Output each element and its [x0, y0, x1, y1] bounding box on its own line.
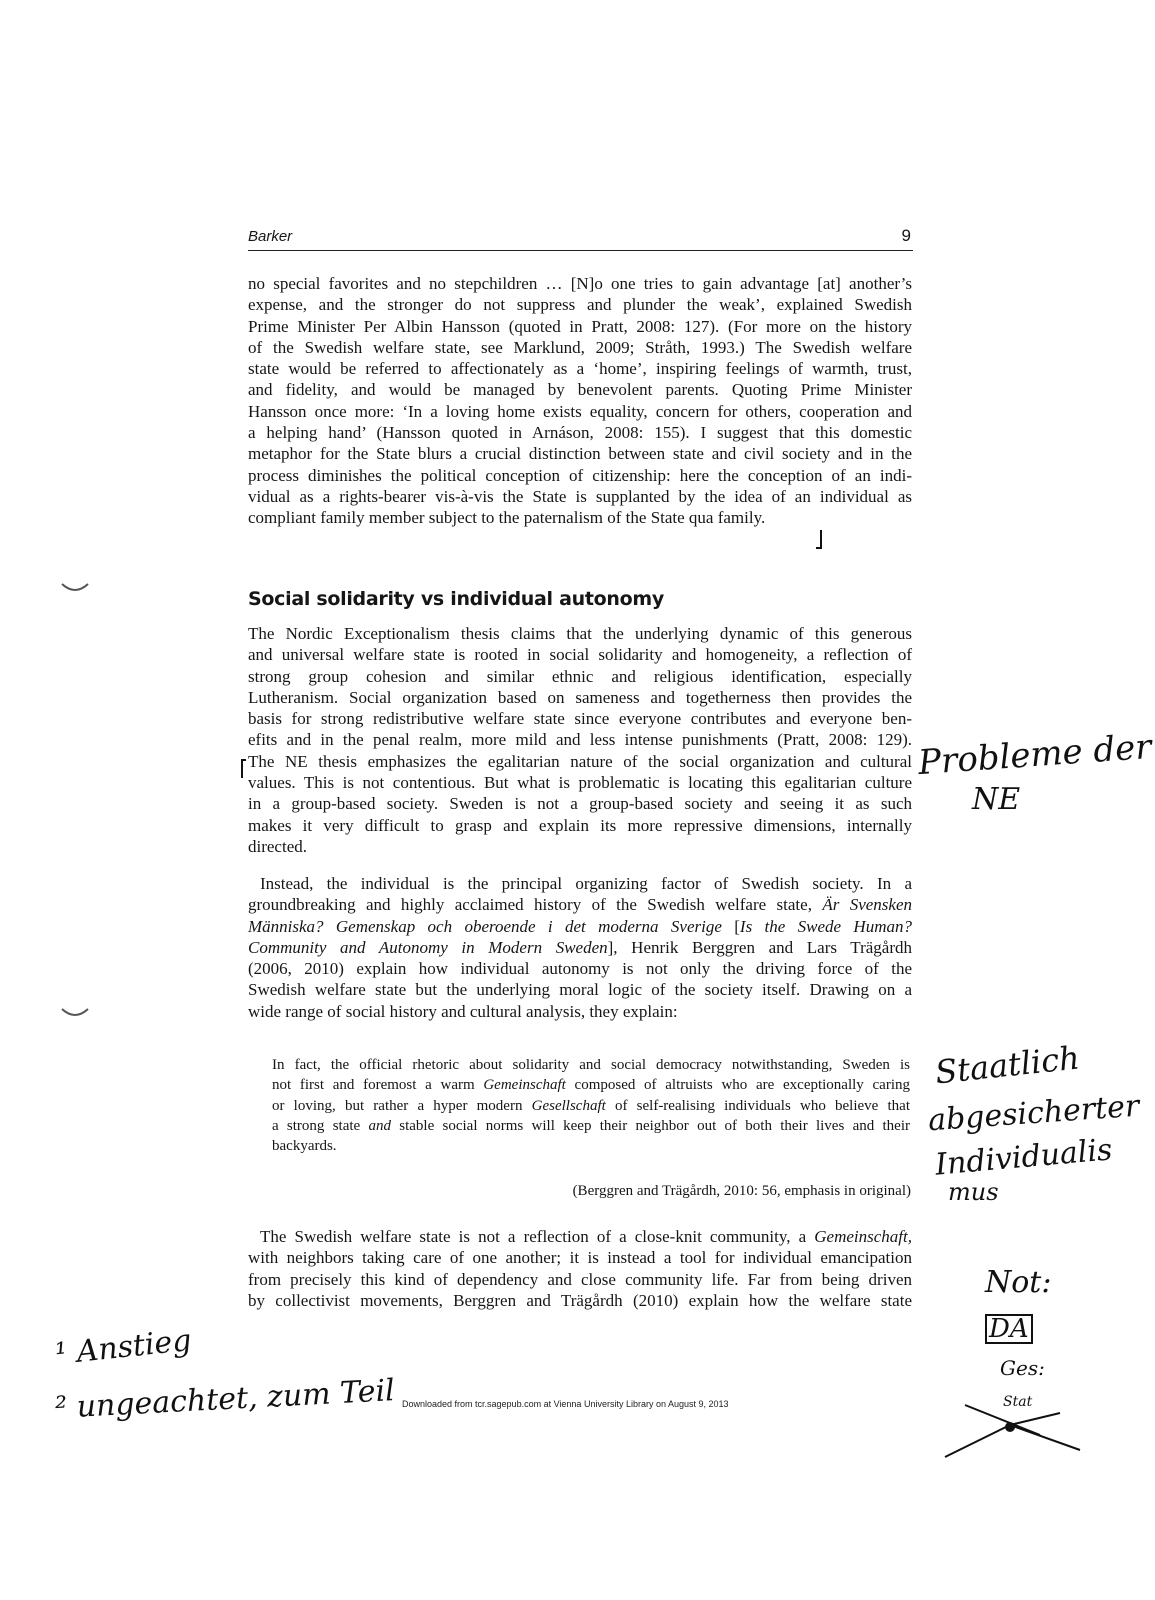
- handwritten-note: NE: [972, 782, 1021, 817]
- scan-mark-icon: [60, 580, 90, 600]
- handwritten-note: abgesicherter: [927, 1088, 1141, 1139]
- text-line: [248, 358, 912, 379]
- italic-text-run: Gemeinschaft: [483, 1077, 566, 1094]
- running-header-author: Barker: [248, 228, 293, 245]
- handwritten-footnote: ¹ Anstieg: [53, 1322, 194, 1373]
- paragraph-3: [248, 873, 912, 1022]
- handwritten-note: Ges:: [1000, 1356, 1045, 1380]
- text-run: by collectivist movements, Berggren and Trägårdh (2010) explain how the welfare state: [248, 1290, 912, 1310]
- text-run: not first and foremost a warm: [272, 1077, 484, 1094]
- text-run: groundbreaking and highly acclaimed history of the Swedish welfare state,: [248, 895, 823, 915]
- text-run: composed of altruists who are exceptionally caring: [565, 1077, 910, 1094]
- text-run: efits and in the penal realm, more mild and less intense punishments (Pratt, 2008: 129).: [248, 730, 912, 750]
- text-line: [248, 486, 912, 507]
- text-line: [248, 793, 912, 814]
- text-line: [248, 729, 912, 750]
- italic-text-run: Gemeinschaft,: [814, 1227, 912, 1246]
- block-quote: [272, 1055, 910, 1156]
- text-line: [248, 958, 912, 979]
- text-run: state would be referred to affectionately as a ‘home’, inspiring feelings of warmth, trust,: [248, 359, 912, 379]
- text-run: a strong state: [272, 1117, 369, 1134]
- text-line: [248, 873, 912, 894]
- handwritten-note: Not:: [985, 1265, 1052, 1300]
- text-run: Instead, the individual is the principal organizing factor of Swedish society. In a: [260, 874, 912, 893]
- text-run: or loving, but rather a hyper modern: [272, 1097, 532, 1114]
- text-run: Swedish welfare state but the underlying moral logic of the society itself. Drawing on a: [248, 980, 912, 1000]
- page-number: 9: [901, 226, 911, 245]
- text-line: [248, 623, 912, 644]
- text-run: The NE thesis emphasizes the egalitarian nature of the social organization and cultural: [248, 751, 912, 771]
- text-run: of self-realising individuals who believe that: [605, 1097, 910, 1114]
- italic-text-run: Är Svensken: [822, 895, 912, 915]
- text-run: process diminishes the political conception of citizenship: here the conception of an indi-: [248, 465, 912, 485]
- text-line: [248, 836, 912, 857]
- italic-text-run: Människa? Gemenskap och oberoende i det moderna Sverige: [248, 916, 722, 936]
- text-line: [248, 772, 912, 793]
- text-line: [248, 815, 912, 836]
- scan-mark-icon: [60, 1005, 90, 1025]
- text-run: of the Swedish welfare state, see Marklund, 2009; Stråth, 1993.) The Swedish welfare: [248, 337, 912, 357]
- paragraph-4: [248, 1226, 912, 1311]
- text-line: [272, 1055, 910, 1075]
- download-footer: Downloaded from tcr.sagepub.com at Vienna University Library on August 9, 2013: [402, 1399, 729, 1409]
- text-line: [248, 979, 912, 1000]
- italic-text-run: Gesellschaft: [531, 1097, 606, 1114]
- text-line: [248, 401, 912, 422]
- text-run: In fact, the official rhetoric about solidarity and social democracy notwithstanding, Sweden is: [272, 1057, 910, 1073]
- text-line: [248, 465, 912, 486]
- text-run: The Swedish welfare state is not a reflection of a close-knit community, a: [260, 1227, 815, 1246]
- text-line: [248, 894, 912, 915]
- text-run: and universal welfare state is rooted in social solidarity and homogeneity, a reflection of: [248, 645, 912, 665]
- text-line: [248, 507, 912, 528]
- text-run: makes it very difficult to grasp and explain its more repressive dimensions, internally: [248, 815, 912, 835]
- pen-bracket-icon: [815, 528, 823, 550]
- text-run: directed.: [248, 836, 307, 856]
- text-line: [248, 273, 912, 294]
- text-run: Hansson once more: ‘In a loving home exists equality, concern for others, cooperation and: [248, 401, 912, 421]
- text-run: in a group-based society. Sweden is not a group-based society and seeing it as such: [248, 794, 912, 814]
- text-run: Prime Minister Per Albin Hansson (quoted in Pratt, 2008: 127). (For more on the history: [248, 316, 912, 336]
- text-run: no special favorites and no stepchildren … [N]o one tries to gain advantage [at] another’s: [248, 274, 912, 293]
- text-run: a helping hand’ (Hansson quoted in Arnáson, 2008: 155). I suggest that this domestic: [248, 423, 912, 443]
- text-run: Lutheranism. Social organization based on sameness and togetherness then provides the: [248, 687, 912, 707]
- text-run: metaphor for the State blurs a crucial distinction between state and civil society and in the: [248, 444, 912, 464]
- italic-text-run: Is the Swede Human?: [739, 916, 912, 936]
- text-line: [248, 708, 912, 729]
- italic-text-run: and: [368, 1117, 391, 1134]
- text-line: [248, 1290, 912, 1311]
- text-line: [248, 422, 912, 443]
- paragraph-1: [248, 273, 912, 529]
- text-line: [248, 1269, 912, 1290]
- paragraph-2: [248, 623, 912, 857]
- handwritten-note: Probleme der: [916, 726, 1153, 784]
- handwritten-sketch: [940, 1395, 1090, 1465]
- handwritten-footnote: ² ungeachtet, zum Teil: [54, 1373, 396, 1426]
- handwritten-note: mus: [948, 1178, 999, 1206]
- text-line: [248, 687, 912, 708]
- handwritten-note: Stat: [1003, 1394, 1033, 1410]
- text-line: [248, 916, 912, 937]
- pen-bracket-icon: [240, 758, 248, 780]
- text-line: [248, 666, 912, 687]
- text-run: backyards.: [272, 1138, 337, 1155]
- text-line: [248, 644, 912, 665]
- text-run: [: [721, 916, 740, 936]
- text-line: [248, 937, 912, 958]
- text-line: [272, 1136, 910, 1156]
- text-line: [272, 1116, 910, 1136]
- text-run: strong group cohesion and similar ethnic and religious identification, especially: [248, 666, 912, 686]
- text-run: ], Henrik Berggren and Lars Trägårdh: [607, 937, 912, 957]
- text-run: (2006, 2010) explain how individual autonomy is not only the driving force of the: [248, 959, 912, 979]
- text-run: from precisely this kind of dependency and close community life. Far from being driven: [248, 1269, 912, 1289]
- text-line: [248, 294, 912, 315]
- text-run: expense, and the stronger do not suppress and plunder the weak’, explained Swedish: [248, 295, 912, 315]
- text-line: [248, 1226, 912, 1247]
- text-run: wide range of social history and cultural analysis, they explain:: [248, 1001, 678, 1021]
- text-run: The Nordic Exceptionalism thesis claims that the underlying dynamic of this generous: [248, 624, 912, 643]
- text-run: vidual as a rights-bearer vis-à-vis the State is supplanted by the idea of an individual as: [248, 486, 912, 506]
- text-line: [248, 337, 912, 358]
- text-line: [272, 1075, 910, 1095]
- text-line: [248, 379, 912, 400]
- text-line: [248, 443, 912, 464]
- section-heading: Social solidarity vs individual autonomy: [248, 588, 664, 610]
- text-run: values. This is not contentious. But what is problematic is locating this egalitarian culture: [248, 773, 912, 793]
- handwritten-note: Individualis: [933, 1132, 1114, 1183]
- text-run: compliant family member subject to the paternalism of the State qua family.: [248, 508, 766, 528]
- text-line: [248, 1247, 912, 1268]
- italic-text-run: Community and Autonomy in Modern Sweden: [248, 937, 608, 957]
- text-line: [248, 751, 912, 772]
- text-run: with neighbors taking care of one another; it is instead a tool for individual emancipation: [248, 1248, 912, 1268]
- running-header: [248, 226, 913, 251]
- handwritten-note: Staatlich: [933, 1038, 1082, 1092]
- block-quote-citation: (Berggren and Trägårdh, 2010: 56, emphasis in original): [572, 1183, 911, 1199]
- text-line: [248, 1001, 912, 1022]
- text-line: [272, 1096, 910, 1116]
- handwritten-note: DA: [985, 1314, 1033, 1344]
- text-line: [248, 316, 912, 337]
- text-run: and fidelity, and would be managed by benevolent parents. Quoting Prime Minister: [248, 380, 912, 400]
- text-run: basis for strong redistributive welfare state since everyone contributes and everyone ben-: [248, 709, 912, 729]
- text-run: stable social norms will keep their neighbor out of both their lives and their: [390, 1117, 910, 1134]
